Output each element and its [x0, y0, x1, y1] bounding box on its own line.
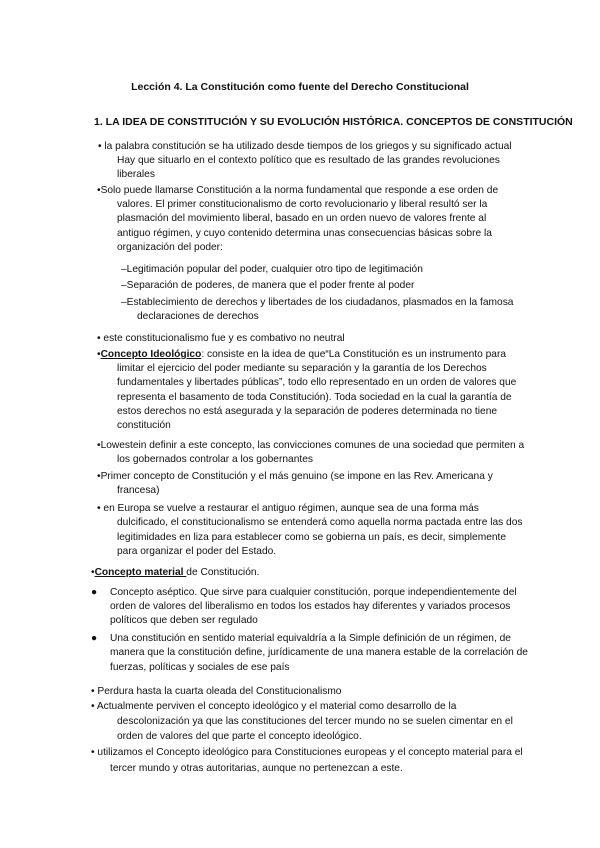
paragraph-line: Una constitución en sentido material equivaldría a la Simple definición de un régimen, de [110, 633, 511, 644]
dash-item: –Establecimiento de derechos y libertades de los ciudadanos, plasmados en la famosa [121, 297, 514, 308]
paragraph-line: fundamentales y libertades públicas”, todo ello representado en un orden de valores que [117, 377, 517, 388]
paragraph-line: representa el basamento de toda Constitución). Toda sociedad en la cual la garantía de [117, 392, 512, 403]
paragraph-line: orden de valores del liberalismo en todos los estados hay diferentes y variados procesos [110, 601, 511, 612]
term-concepto-ideologico: Concepto Ideológico [100, 349, 202, 360]
paragraph-line: tercer mundo y otras autoritarias, aunque no pertenezcan a este. [110, 763, 403, 774]
paragraph-line: limitar el ejercicio del poder mediante su separación y la garantía de los Derechos [117, 363, 487, 374]
bullet-line: • en Europa se vuelve a restaurar el antiguo régimen, aunque sea de una forma más [97, 503, 479, 514]
paragraph-line: políticos que deben ser regulado [110, 615, 258, 626]
paragraph-line: Concepto aséptico. Que sirve para cualquier constitución, porque independientemente del [110, 587, 517, 598]
paragraph-line: para organizar el poder del Estado. [117, 546, 277, 557]
bullet-line: •Primer concepto de Constitución y el más genuino (se impone en las Rev. Americana y [97, 471, 493, 482]
paragraph-line: legitimidades en liza para establecer como se gobierna un país, es decir, simplemente [117, 532, 507, 543]
dash-item: –Legitimación popular del poder, cualquier otro tipo de legitimación [121, 264, 423, 275]
bullet-line: • Perdura hasta la cuarta oleada del Constitucionalismo [91, 686, 342, 697]
bullet-glyph: • [91, 567, 95, 578]
paragraph-line: orden de valores del que parte el concepto ideológico. [117, 731, 362, 742]
round-bullet: ● [91, 633, 98, 644]
paragraph-line: liberales [117, 169, 155, 180]
paragraph-line: fuerzas, políticas y sociales de ese país [110, 662, 290, 673]
paragraph-line: plasmación del movimiento liberal, basado en un orden nuevo de valores frente al [117, 213, 487, 224]
bullet-glyph: • [97, 349, 101, 360]
paragraph-line: Hay que situarlo en el contexto político que es resultado de las grandes revoluciones [117, 155, 500, 166]
paragraph-line: estos derechos no está asegurada y la separación de poderes determinada no tiene [117, 406, 498, 417]
bullet-line: • la palabra constitución se ha utilizado desde tiempos de los griegos y su significado actual [98, 141, 512, 152]
paragraph-line: valores. El primer constitucionalismo de corto revolucionario y liberal resultó ser la [117, 199, 488, 210]
paragraph-line: dulcificado, el constitucionalismo se entenderá como aquella norma pactada entre las dos [117, 517, 523, 528]
bullet-line [97, 348, 506, 361]
dash-item: –Separación de poderes, de manera que el poder frente al poder [121, 280, 415, 291]
paragraph-line: los gobernados controlar a los gobernantes [117, 454, 313, 465]
section-heading: 1. LA IDEA DE CONSTITUCIÓN Y SU EVOLUCIÓN HISTÓRICA. CONCEPTOS DE CONSTITUCIÓN [94, 116, 573, 128]
bullet-line: •Solo puede llamarse Constitución a la norma fundamental que responde a ese orden de [97, 185, 499, 196]
paragraph-line: organización del poder: [117, 242, 223, 253]
inline-text: de Constitución. [186, 567, 260, 578]
bullet-line: • este constitucionalismo fue y es combativo no neutral [97, 333, 345, 344]
paragraph-line: manera que la constitución define, jurídicamente de una manera estable de la correlación de [110, 647, 528, 658]
paragraph-line: descolonización ya que las constituciones del tercer mundo no se suelen cimentar en el [117, 716, 513, 727]
term-concepto-material: Concepto material [94, 567, 187, 578]
bullet-line: • utilizamos el Concepto ideológico para Constituciones europeas y el concepto material para el [91, 747, 523, 758]
bullet-line: •Lowestein definir a este concepto, las convicciones comunes de una sociedad que permiten a [97, 440, 525, 451]
paragraph-line: declaraciones de derechos [137, 311, 259, 322]
round-bullet: ● [91, 587, 98, 598]
paragraph-line: constitución [117, 420, 171, 431]
paragraph-line: francesa) [117, 485, 160, 496]
paragraph-line: antiguo régimen, y cuyo contenido determina unas consecuencias básicas sobre la [117, 228, 492, 239]
page-title: Lección 4. La Constitución como fuente del Derecho Constitucional [131, 81, 469, 93]
bullet-line: • Actualmente perviven el concepto ideológico y el material como desarrollo de la [91, 701, 457, 712]
inline-text: : consiste en la idea de que“La Constitución es un instrumento para [201, 349, 507, 360]
bullet-line [91, 566, 259, 579]
